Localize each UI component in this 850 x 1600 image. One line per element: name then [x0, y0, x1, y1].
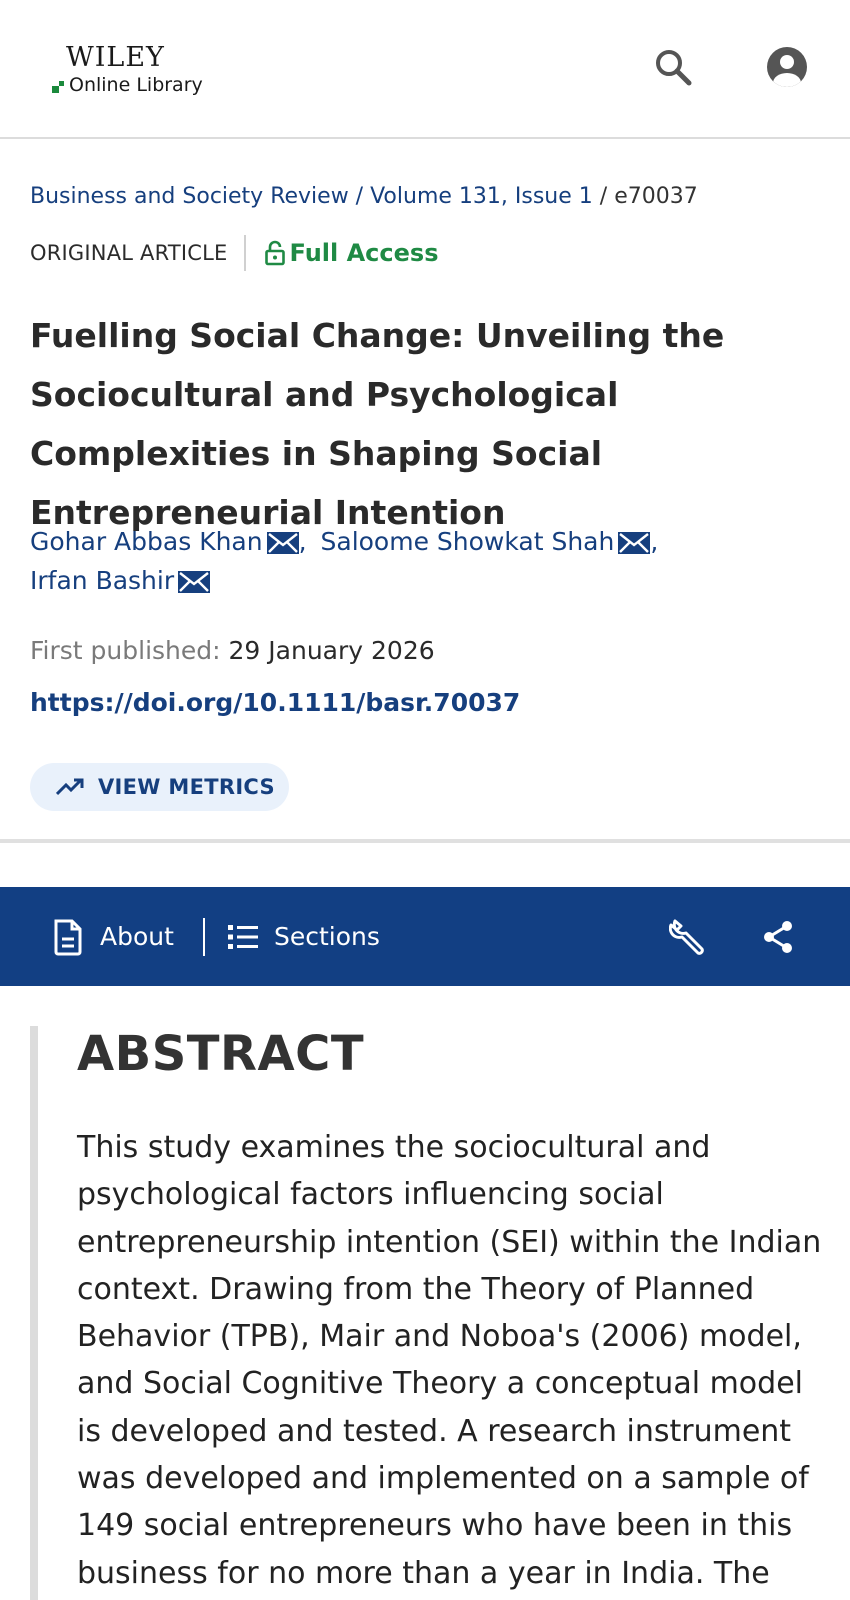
share-icon	[761, 919, 795, 955]
author-item	[30, 527, 299, 556]
logo-subtitle: Online Library	[69, 74, 203, 96]
email-icon[interactable]	[178, 571, 210, 593]
breadcrumb	[30, 184, 698, 209]
sections-label: Sections	[274, 922, 380, 951]
divider	[244, 235, 246, 271]
sections-button[interactable]	[228, 887, 380, 986]
tools-button[interactable]	[664, 887, 714, 986]
logo-brand: WILEY	[66, 42, 165, 73]
article-toolbar	[0, 887, 850, 986]
article-type: ORIGINAL ARTICLE	[30, 241, 228, 265]
site-header	[0, 0, 850, 139]
published-label: First published:	[30, 636, 221, 665]
search-icon	[652, 46, 694, 88]
article-id: e70037	[614, 184, 698, 209]
search-button[interactable]	[650, 44, 696, 90]
article-type-row	[30, 234, 438, 272]
publication-date	[30, 636, 435, 665]
access-label: Full Access	[289, 239, 439, 267]
author-item	[321, 527, 651, 556]
view-metrics-button[interactable]	[30, 763, 289, 811]
author-list	[30, 522, 810, 600]
list-icon	[228, 924, 258, 950]
toolbar-divider	[203, 918, 205, 956]
breadcrumb-separator: /	[599, 184, 608, 209]
document-icon	[52, 918, 84, 956]
email-icon[interactable]	[618, 532, 650, 554]
view-metrics-label: VIEW METRICS	[98, 775, 275, 799]
wiley-logo[interactable]	[52, 44, 203, 96]
doi-link[interactable]: https://doi.org/10.1111/basr.70037	[30, 688, 521, 717]
account-circle-icon	[766, 46, 808, 88]
author-link[interactable]: Saloome Showkat Shah	[320, 527, 615, 556]
email-icon[interactable]	[267, 532, 299, 554]
article-title: Fuelling Social Change: Unveiling the Sociocultural and Psychological Complexities in Shaping Social Entrepreneurial Intention	[30, 316, 725, 532]
trending-up-icon	[56, 778, 84, 796]
account-button[interactable]	[764, 44, 810, 90]
published-date: 29 January 2026	[228, 636, 435, 665]
abstract-text: This study examines the sociocultural and psychological factors influencing social entrepreneurship intention (SEI) within the Indian context. Drawing from the Theory of Planned Behavior (TPB), Mair and Noboa's (2006) model, and Social Cognitive Theory a conceptual model is developed and tested. A research instrument was developed and implemented on a sample of 149 social entrepreneurs who have been in this business for no more than a year in India. The	[77, 1130, 822, 1591]
author-separator: ,	[650, 527, 659, 556]
unlock-icon	[264, 240, 286, 266]
about-button[interactable]	[52, 887, 174, 986]
logo-mark-icon	[52, 81, 64, 93]
author-link[interactable]: Irfan Bashir	[30, 566, 175, 595]
author-link[interactable]: Gohar Abbas Khan	[30, 527, 263, 556]
access-badge	[264, 239, 439, 267]
abstract-heading: ABSTRACT	[77, 1026, 365, 1082]
section-divider	[0, 839, 850, 843]
about-label: About	[100, 922, 174, 951]
abstract-accent-bar	[30, 1026, 38, 1600]
breadcrumb-journal-link[interactable]: Business and Society Review / Volume 131, Issue 1	[30, 184, 593, 209]
author-separator: ,	[298, 527, 307, 556]
wrench-icon	[669, 917, 709, 957]
author-item	[30, 566, 210, 595]
share-button[interactable]	[753, 887, 803, 986]
